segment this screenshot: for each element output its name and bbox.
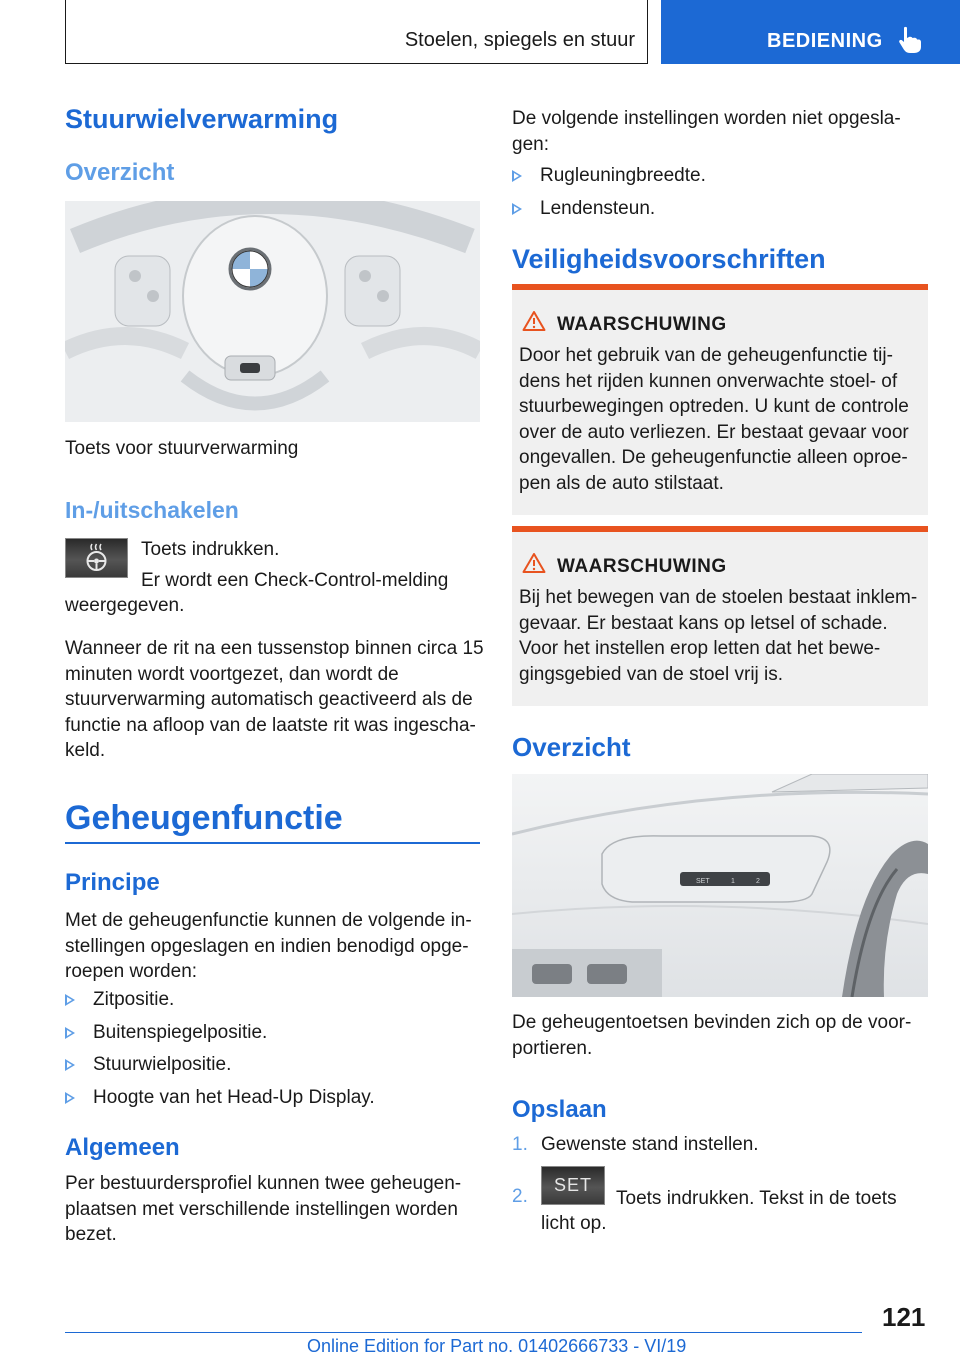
heading-in-uitschakelen: In-/uitschakelen — [65, 497, 239, 523]
door-panel-illustration — [512, 774, 928, 997]
footer-rule — [65, 1332, 862, 1333]
list-item: Buitenspiegelpositie. — [65, 1020, 465, 1045]
heading-geheugenfunctie: Geheugenfunctie — [65, 799, 343, 837]
list-item: Stuurwielpositie. — [65, 1052, 465, 1077]
bullet-triangle-icon — [65, 1059, 75, 1071]
list-item: Rugleuningbreedte. — [512, 163, 912, 188]
paragraph-algemeen: Per bestuurdersprofiel kunnen twee geheugenplaatsen met verschillende instellingen worden bezet. — [65, 1173, 462, 1245]
inuit-step-1: Toets indrukken. — [141, 539, 280, 560]
list-item: Zitpositie. — [65, 987, 465, 1012]
list-item: Lendensteun. — [512, 196, 912, 221]
set-key[interactable] — [541, 1166, 605, 1205]
heading-overzicht-right: Overzicht — [512, 732, 631, 762]
steering-wheel-illustration — [65, 201, 480, 422]
steering-wheel-image — [65, 201, 480, 422]
warning-box-1 — [512, 284, 928, 515]
page-number: 121 — [882, 1302, 926, 1332]
paragraph-rit: Wanneer de rit na een tussenstop binnen circa 15 minuten wordt voortgezet, dan wordt de stuurverwarming automatisch geactiveerd als de functie na afloop van de laatste rit was ingeschakeld. — [65, 638, 484, 761]
heading-overzicht-left: Overzicht — [65, 159, 175, 186]
heading-veiligheidsvoorschriften: Veiligheidsvoorschriften — [512, 244, 826, 274]
heading-algemeen: Algemeen — [65, 1134, 180, 1161]
header-chapter-label: BEDIENING — [767, 30, 883, 52]
door-panel-image — [512, 774, 928, 997]
section-rule — [65, 842, 480, 844]
warning-triangle-icon — [522, 310, 546, 332]
set-key-label: SET — [553, 1175, 592, 1195]
step-2-text-cont: licht op. — [541, 1213, 607, 1234]
bullet-triangle-icon — [65, 994, 75, 1006]
door-button-set: SET — [696, 878, 710, 885]
bullet-triangle-icon — [65, 1092, 75, 1104]
warning-title-2: WAARSCHUWING — [557, 556, 727, 577]
bullet-triangle-icon — [512, 170, 522, 182]
footer-edition: Online Edition for Part no. 01402666733 - VI/19 — [307, 1336, 687, 1356]
bullet-triangle-icon — [512, 203, 522, 215]
warning-box-2 — [512, 526, 928, 706]
warning-triangle-icon — [522, 552, 546, 574]
warning-title-1: WAARSCHUWING — [557, 314, 727, 335]
heading-stuurwielverwarming: Stuurwielverwarming — [65, 104, 339, 134]
step-2-text: Toets indrukken. Tekst in de toets — [616, 1188, 897, 1209]
door-button-2: 2 — [756, 878, 760, 885]
caption-steering-wheel: Toets voor stuurverwarming — [65, 438, 299, 459]
paragraph-principe: Met de geheugenfunctie kunnen de volgende instellingen opgeslagen en indien benodigd opgeroepen worden: — [65, 910, 472, 982]
heading-opslaan: Opslaan — [512, 1096, 607, 1123]
caption-door-panel: De geheugentoetsen bevinden zich op de voorportieren. — [512, 1012, 912, 1059]
step-1-text: Gewenste stand instellen. — [541, 1134, 759, 1155]
pointing-hand-icon — [897, 26, 923, 54]
list-item: Hoogte van het Head-Up Display. — [65, 1085, 465, 1110]
step-number-1: 1. — [512, 1134, 528, 1155]
header-section-box — [65, 0, 648, 64]
paragraph-niet-opgeslagen: De volgende instellingen worden niet opgeslagen: — [512, 108, 901, 155]
heading-principe: Principe — [65, 869, 160, 896]
warning-body-2: Bij het bewegen van de stoelen bestaat inklemgevaar. Er bestaat kans op letsel of schade. Voor het instellen erop letten dat het bewegingsgebied van de stoel vrij is. — [519, 587, 918, 685]
step-number-2: 2. — [512, 1186, 528, 1207]
steering-heat-icon — [66, 539, 127, 577]
door-button-1: 1 — [731, 878, 735, 885]
header-chapter-tab[interactable] — [661, 0, 960, 64]
steering-heat-key[interactable] — [65, 538, 128, 578]
header-section-title: Stoelen, spiegels en stuur — [404, 29, 635, 51]
bullet-triangle-icon — [65, 1027, 75, 1039]
inuit-step-3: weergegeven. — [65, 595, 185, 616]
warning-body-1: Door het gebruik van de geheugenfunctie tijdens het rijden kunnen onverwachte stoel- of stuurbewegingen optreden. U kunt de controle over de auto verliezen. Er bestaat gevaar voor ongevallen. De geheugenfunctie alleen oproepen als de auto stilstaat. — [519, 345, 909, 494]
inuit-step-2: Er wordt een Check-Control-melding — [141, 570, 449, 591]
